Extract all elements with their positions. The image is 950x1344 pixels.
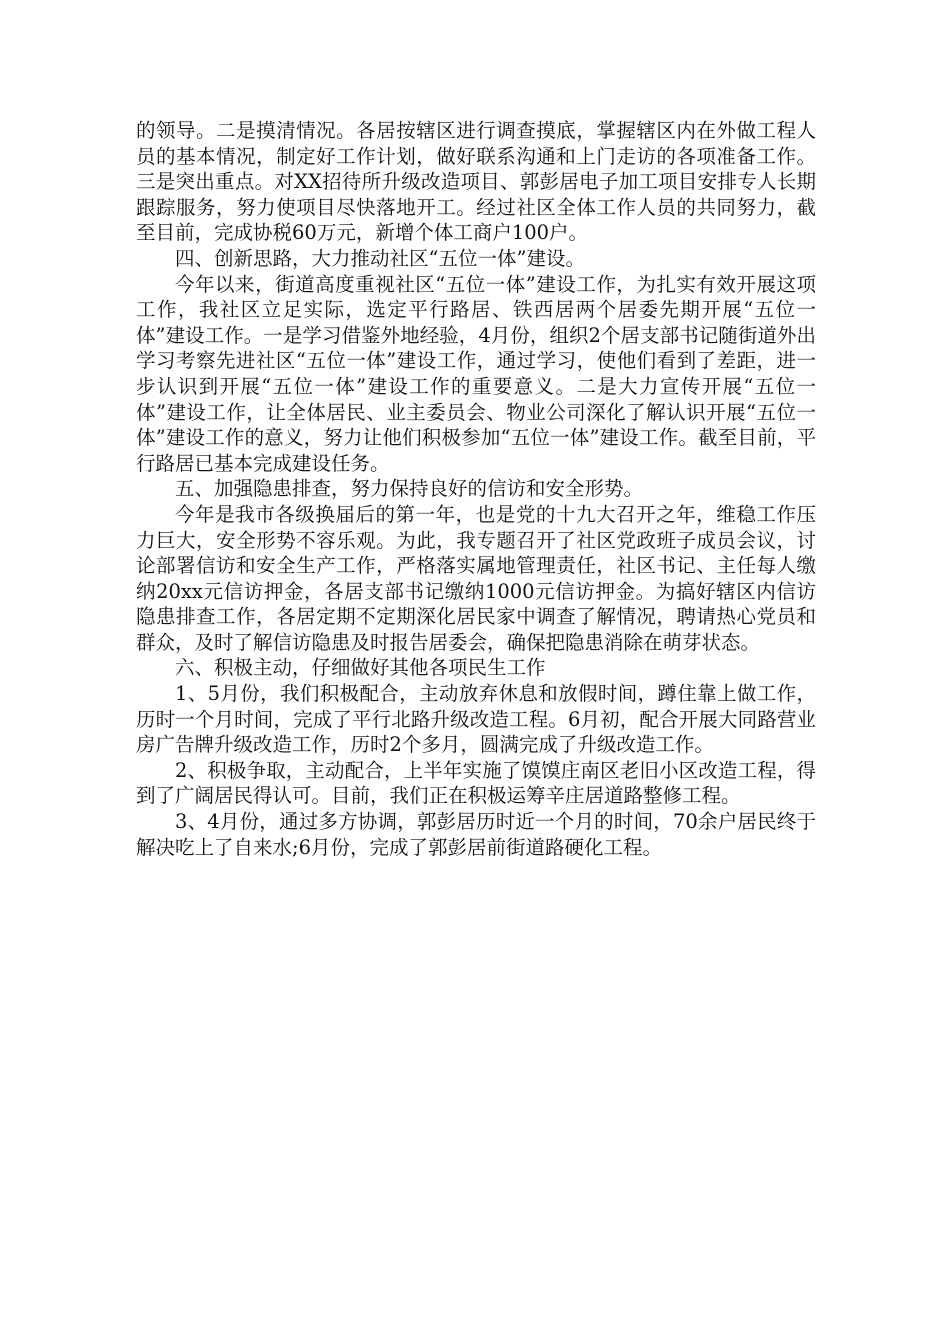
section-heading-4: 四、创新思路，大力推动社区“五位一体”建设。	[175, 246, 585, 270]
section-heading-6: 六、积极主动，仔细做好其他各项民生工作	[175, 656, 546, 680]
paragraph-petition-safety: 今年是我市各级换届后的第一年，也是党的十九大召开之年，维稳工作压力巨大，安全形势不容乐观。为此，我专题召开了社区党政班子成员会议，讨论部署信访和安全生产工作，严格落实属地管理责任，社区书记、主任每人缴纳20xx元信访押金，各居支部书记缴纳1000元信访押金。为搞好辖区内信访隐患排查工作，各居定期不定期深化居民家中调查了解情况，聘请热心党员和群众，及时了解信访隐患及时报告居委会，确保把隐患消除在萌芽状态。	[136, 502, 816, 654]
paragraph-five-in-one: 今年以来，街道高度重视社区“五位一体”建设工作，为扎实有效开展这项工作，我社区立足实际，选定平行路居、铁西居两个居委先期开展“五位一体”建设工作。一是学习借鉴外地经验，4月份，组织2个居支部书记随街道外出学习考察先进社区“五位一体”建设工作，通过学习，使他们看到了差距，进一步认识到开展“五位一体”建设工作的重要意义。二是大力宣传开展“五位一体”建设工作，让全体居民、业主委员会、物业公司深化了解认识开展“五位一体”建设工作的意义，努力让他们积极参加“五位一体”建设工作。截至目前，平行路居已基本完成建设任务。	[136, 272, 816, 475]
section-heading-5: 五、加强隐患排查，努力保持良好的信访和安全形势。	[175, 477, 644, 501]
paragraph-continuation: 的领导。二是摸清情况。各居按辖区进行调查摸底，掌握辖区内在外做工程人员的基本情况，制定好工作计划，做好联系沟通和上门走访的各项准备工作。三是突出重点。对XX招待所升级改造项目、郭彭居电子加工项目安排专人长期跟踪服务，努力使项目尽快落地开工。经过社区全体工作人员的共同努力，截至目前，完成协税60万元，新增个体工商户100户。	[136, 119, 816, 245]
document-body	[136, 118, 816, 860]
list-item-1: 1、5月份，我们积极配合，主动放弃休息和放假时间，蹲住靠上做工作，历时一个月时间，完成了平行北路升级改造工程。6月初，配合开展大同路营业房广告牌升级改造工作，历时2个多月，圆满完成了升级改造工作。	[136, 682, 816, 757]
list-item-3: 3、4月份，通过多方协调，郭彭居历时近一个月的时间，70余户居民终于解决吃上了自来水;6月份，完成了郭彭居前街道路硬化工程。	[136, 810, 816, 859]
list-item-2: 2、积极争取，主动配合，上半年实施了馍馍庄南区老旧小区改造工程，得到了广阔居民得认可。目前，我们正在积极运筹辛庄居道路整修工程。	[136, 758, 816, 808]
